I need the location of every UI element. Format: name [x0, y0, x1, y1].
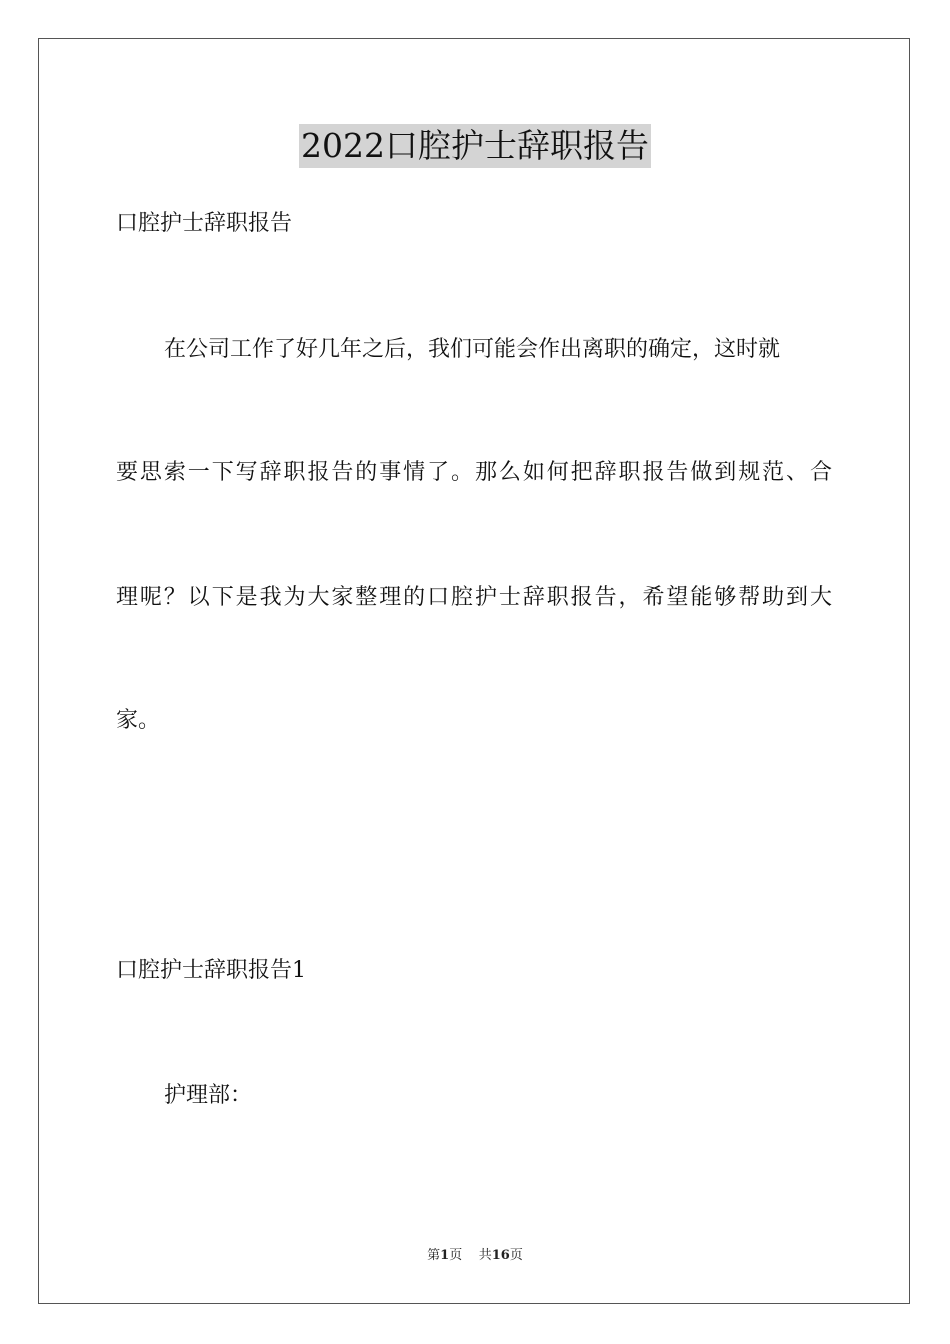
title-container [0, 124, 950, 168]
footer-total-unit: 页 [509, 1248, 523, 1263]
footer-page-prefix: 第 [427, 1248, 441, 1263]
intro-line-3: 理呢？以下是我为大家整理的口腔护士辞职报告，希望能够帮助到大 [116, 585, 832, 610]
footer-page-unit: 页 [449, 1248, 463, 1263]
footer-total-pages: 16 [491, 1248, 510, 1263]
footer-page-number: 1 [440, 1248, 450, 1263]
document-title: 2022口腔护士辞职报告 [299, 124, 651, 168]
intro-line-4: 家。 [116, 708, 161, 733]
intro-line-1: 在公司工作了好几年之后，我们可能会作出离职的确定，这时就 [164, 337, 781, 362]
page-footer [0, 1247, 950, 1265]
salutation: 护理部： [164, 1083, 253, 1108]
document-subtitle: 口腔护士辞职报告 [116, 211, 293, 236]
footer-total-prefix: 共 [478, 1248, 492, 1263]
intro-line-2: 要思索一下写辞职报告的事情了。那么如何把辞职报告做到规范、合 [116, 460, 832, 485]
section-heading: 口腔护士辞职报告1 [116, 958, 306, 983]
